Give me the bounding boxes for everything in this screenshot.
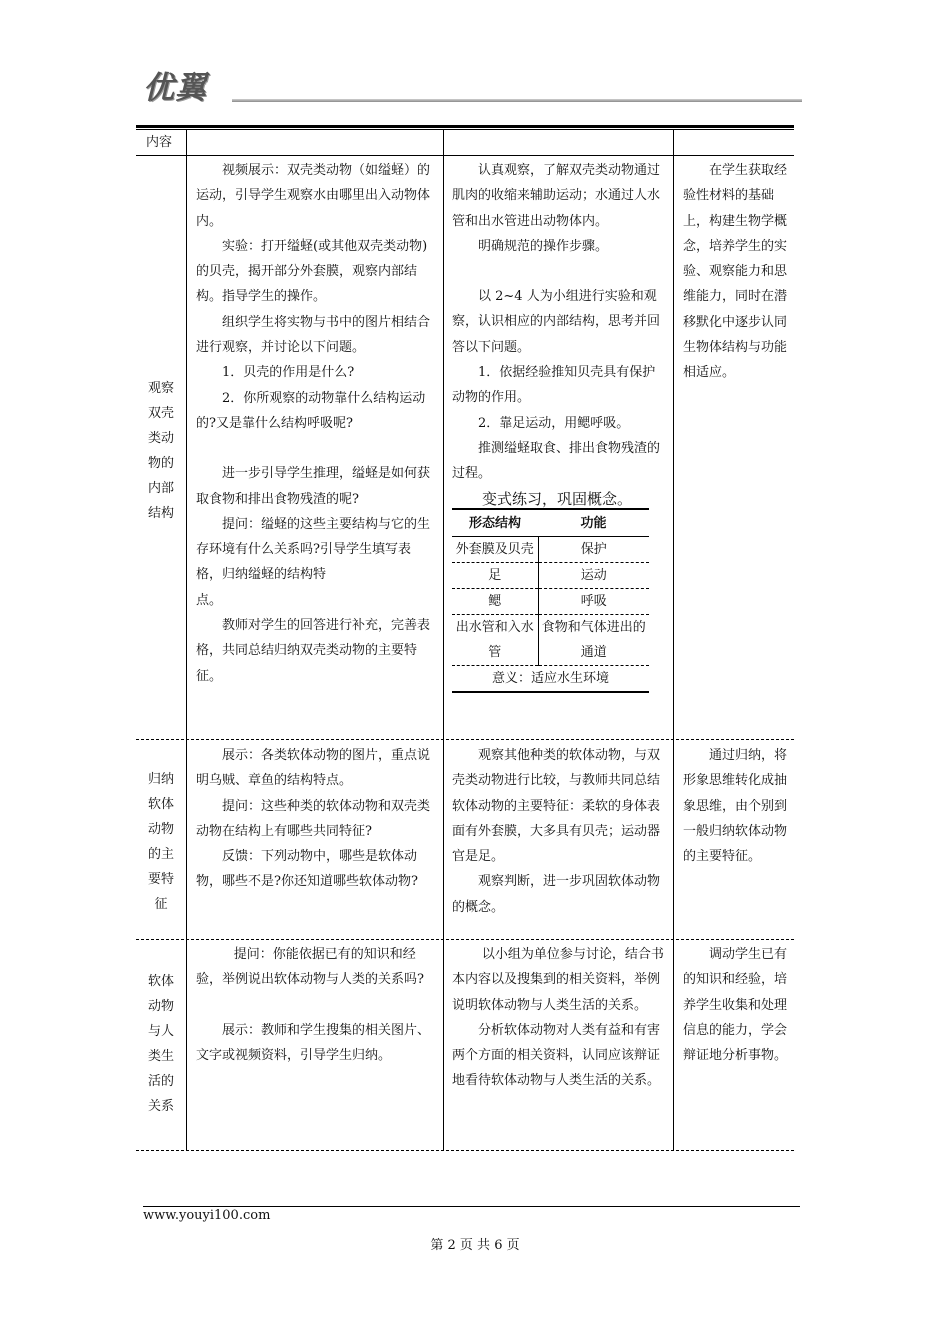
table-header-row	[452, 509, 649, 537]
row-divider-3	[136, 1150, 794, 1151]
paragraph: 认真观察，了解双壳类动物通过肌肉的收缩来辅助运动；水通过人水管和出水管进出动物体内。	[452, 163, 661, 229]
paragraph: 提问：缢蛏的这些主要结构与它的生存环境有什么关系吗?引导学生填写表格，归纳缢蛏的结构特	[196, 516, 431, 583]
function-cell: 食物和气体进出的通道	[538, 615, 649, 666]
spacer	[452, 259, 668, 284]
paragraph: 以小组为单位参与讨论，结合书本内容以及搜集到的相关资料，举例说明软体动物与人类生活的关系。	[452, 947, 664, 1013]
row-divider-2	[136, 939, 794, 940]
structure-cell: 足	[452, 563, 538, 589]
col-divider-3	[673, 129, 674, 1150]
row3-teacher-cell	[196, 942, 436, 1068]
paragraph: 组织学生将实物与书中的图片相结合进行观察，并讨论以下问题。	[196, 314, 431, 356]
table-footer-row	[452, 666, 649, 693]
paragraph: 2．靠足运动，用鳃呼吸。	[478, 415, 630, 431]
exercise-heading: 变式练习，巩固概念。	[482, 489, 633, 508]
paragraph: 教师对学生的回答进行补充，完善表格，共同总结归纳双壳类动物的主要特征。	[196, 618, 431, 684]
row1-student-cell	[452, 158, 668, 512]
table-row	[452, 615, 649, 666]
paragraph: 点。	[196, 592, 223, 608]
table-row	[452, 589, 649, 615]
paragraph: 分析软体动物对人类有益和有害两个方面的相关资料，认同应该辩证地看待软体动物与人类生活的关系。	[452, 1022, 661, 1089]
footer-rule	[143, 1206, 800, 1207]
row1-intent-cell	[683, 158, 788, 386]
paragraph: 以 2~4 人为小组进行实验和观察，认识相应的内部结构，思考并回答以下问题。	[452, 289, 661, 355]
youyi-logo: 优翼	[143, 70, 207, 106]
footer-url[interactable]: www.youyi100.com	[143, 1208, 271, 1223]
row1-label: 观察双壳类动物的内部结构	[147, 381, 174, 521]
row3-student-cell	[452, 942, 668, 1094]
paragraph: 观察判断，进一步巩固软体动物的概念。	[452, 874, 661, 915]
structure-cell: 出水管和入水管	[452, 615, 538, 666]
structure-function-table	[452, 508, 649, 693]
paragraph: 1．依据经验推知贝壳具有保护动物的作用。	[452, 365, 656, 406]
row2-student-cell	[452, 743, 668, 920]
row3-label: 软体动物与人类生活的关系	[147, 974, 174, 1114]
structure-cell: 外套膜及贝壳	[452, 537, 538, 563]
function-cell: 保护	[538, 537, 649, 563]
table-top-rule-thin	[136, 129, 794, 130]
paragraph: 在学生获取经验性材料的基础上，构建生物学概念，培养学生的实验、观察能力和思维能力，同时在潜移默化中逐步认同生物体结构与功能相适应。	[683, 163, 788, 381]
table-row	[452, 537, 649, 563]
function-cell: 运动	[538, 563, 649, 589]
paragraph: 实验：打开缢蛏(或其他双壳类动物)的贝壳，揭开部分外套膜，观察内部结构。指导学生的操作。	[196, 238, 428, 305]
function-cell: 呼吸	[538, 589, 649, 615]
paragraph: 推测缢蛏取食、排出食物残渣的过程。	[452, 440, 661, 482]
row3-intent-cell	[683, 942, 788, 1068]
paragraph: 视频展示：双壳类动物（如缢蛏）的运动，引导学生观察水由哪里出入动物体内。	[196, 163, 431, 229]
paragraph: 反馈：下列动物中，哪些是软体动物，哪些不是?你还知道哪些软体动物?	[196, 849, 418, 890]
structure-cell: 鳃	[452, 589, 538, 615]
spacer	[196, 993, 436, 1018]
col-header-structure: 形态结构	[452, 509, 538, 537]
col-header-function: 功能	[538, 509, 649, 537]
col-divider-2	[443, 129, 444, 1150]
paragraph: 提问：这些种类的软体动物和双壳类动物在结构上有哪些共同特征?	[196, 798, 431, 839]
paragraph: 明确规范的操作步骤。	[478, 238, 609, 254]
page-number: 第 2 页 共 6 页	[430, 1238, 520, 1253]
paragraph: 展示：教师和学生搜集的相关图片、文字或视频资料，引导学生归纳。	[196, 1022, 431, 1063]
table-row	[452, 563, 649, 589]
spacer	[196, 436, 436, 461]
paragraph: 1．贝壳的作用是什么?	[222, 365, 355, 381]
header-row-rule	[136, 155, 794, 156]
row2-label: 归纳软体动物的主要特征	[147, 772, 174, 912]
paragraph: 观察其他种类的软体动物，与双壳类动物进行比较，与教师共同总结软体动物的主要特征：柔软的身体表面有外套膜，大多具有贝壳；运动器官是足。	[452, 748, 661, 865]
paragraph: 2．你所观察的动物靠什么结构运动的?又是靠什么结构呼吸呢?	[196, 390, 426, 431]
paragraph: 通过归纳，将形象思维转化成抽象思维，由个别到一般归纳软体动物的主要特征。	[683, 748, 788, 865]
paragraph: 调动学生已有的知识和经验，培养学生收集和处理信息的能力，学会辩证地分析事物。	[683, 947, 788, 1064]
row1-teacher-cell	[196, 158, 436, 689]
row2-intent-cell	[683, 743, 788, 869]
header-rule	[232, 99, 802, 102]
col-divider-1	[186, 129, 187, 1150]
table-top-rule	[136, 125, 794, 128]
paragraph: 进一步引导学生推理，缢蛏是如何获取食物和排出食物残渣的呢?	[196, 466, 431, 507]
row2-teacher-cell	[196, 743, 436, 895]
significance-cell: 意义：适应水生环境	[452, 666, 649, 693]
paragraph: 提问：你能依据已有的知识和经验，举例说出软体动物与人类的关系吗?	[196, 947, 424, 988]
header-content-cell: 内容	[146, 135, 173, 150]
paragraph: 展示：各类软体动物的图片，重点说明乌贼、章鱼的结构特点。	[196, 748, 431, 789]
row-divider-1	[136, 739, 794, 740]
